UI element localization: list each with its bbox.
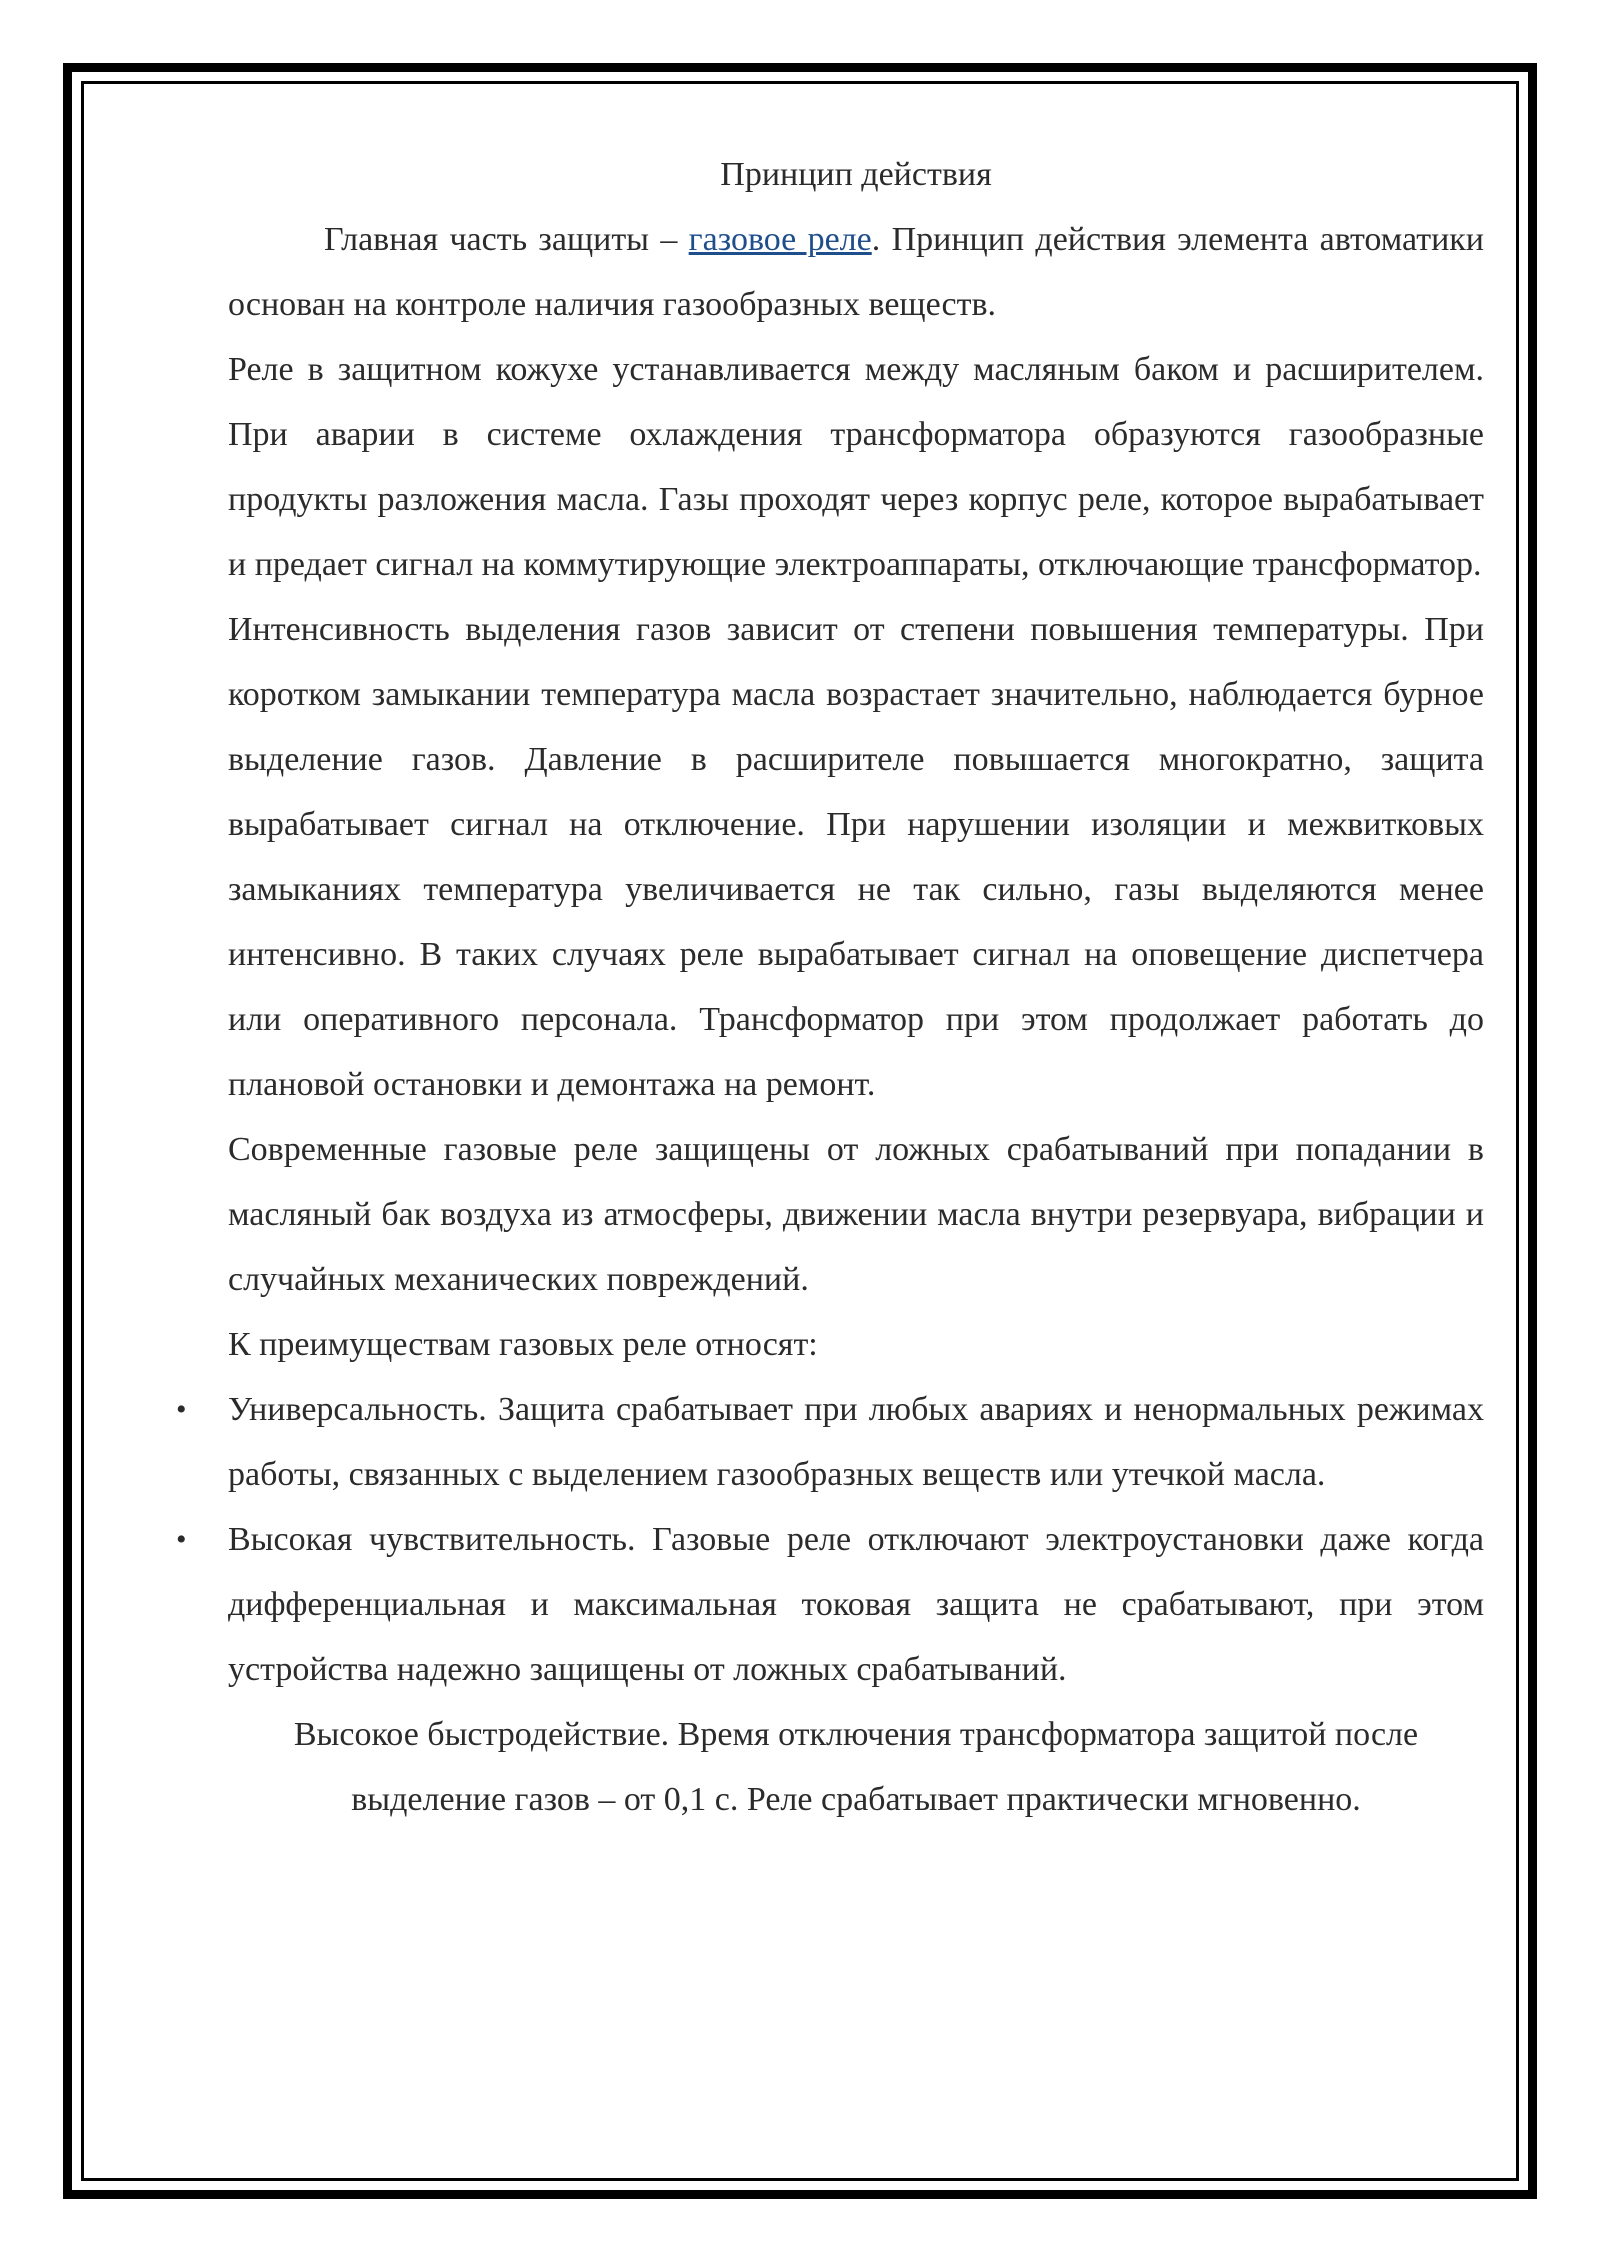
advantages-list (176, 1377, 1484, 1702)
paragraph-intro (228, 207, 1484, 337)
bullet-icon: • (176, 1523, 187, 1556)
document-title: Принцип действия (720, 156, 992, 193)
intro-text-after: . Принцип действия элемента автоматики основан на контроле наличия газообразных веществ. (228, 221, 1485, 323)
list-item (176, 1377, 1484, 1507)
list-item (176, 1507, 1484, 1702)
bullet-icon: • (176, 1393, 187, 1426)
paragraph-modern-relays: Современные газовые реле защищены от ложных срабатываний при попадании в масляный бак воздуха из атмосферы, движении масла внутри резервуара, вибрации и случайных механических повреждений. (228, 1131, 1484, 1298)
list-item-text: Универсальность. Защита срабатывает при любых авариях и ненормальных режимах работы, связанных с выделением газообразных веществ или утечкой масла. (228, 1391, 1484, 1493)
paragraph-installation: Реле в защитном кожухе устанавливается между масляным баком и расширителем. При аварии в системе охлаждения трансформатора образуются газообразные продукты разложения масла. Газы проходят через корпус реле, которое вырабатывает и предает сигнал на коммутирующие электроаппараты, отключающие трансформатор. (228, 351, 1484, 583)
gas-relay-link[interactable]: газовое реле (688, 221, 872, 258)
list-item-text: Высокая чувствительность. Газовые реле отключают электроустановки даже когда дифференциальная и максимальная токовая защита не срабатывают, при этом устройства надежно защищены от ложных срабатываний. (228, 1521, 1484, 1688)
paragraph-closing: Высокое быстродействие. Время отключения трансформатора защитой после выделение газов – от 0,1 с. Реле срабатывает практически мгновенно. (293, 1716, 1419, 1818)
intro-text-before: Главная часть защиты – (324, 221, 689, 258)
paragraph-intensity: Интенсивность выделения газов зависит от степени повышения температуры. При коротком замыкании температура масла возрастает значительно, наблюдается бурное выделение газов. Давление в расширителе повышается многократно, защита вырабатывает сигнал на отключение. При нарушении изоляции и межвитковых замыканиях температура увеличивается не так сильно, газы выделяются менее интенсивно. В таких случаях реле вырабатывает сигнал на оповещение диспетчера или оперативного персонала. Трансформатор при этом продолжает работать до плановой остановки и демонтажа на ремонт. (228, 611, 1484, 1103)
paragraph-advantages-intro: К преимуществам газовых реле относят: (228, 1326, 818, 1363)
document-body (176, 142, 1485, 1832)
